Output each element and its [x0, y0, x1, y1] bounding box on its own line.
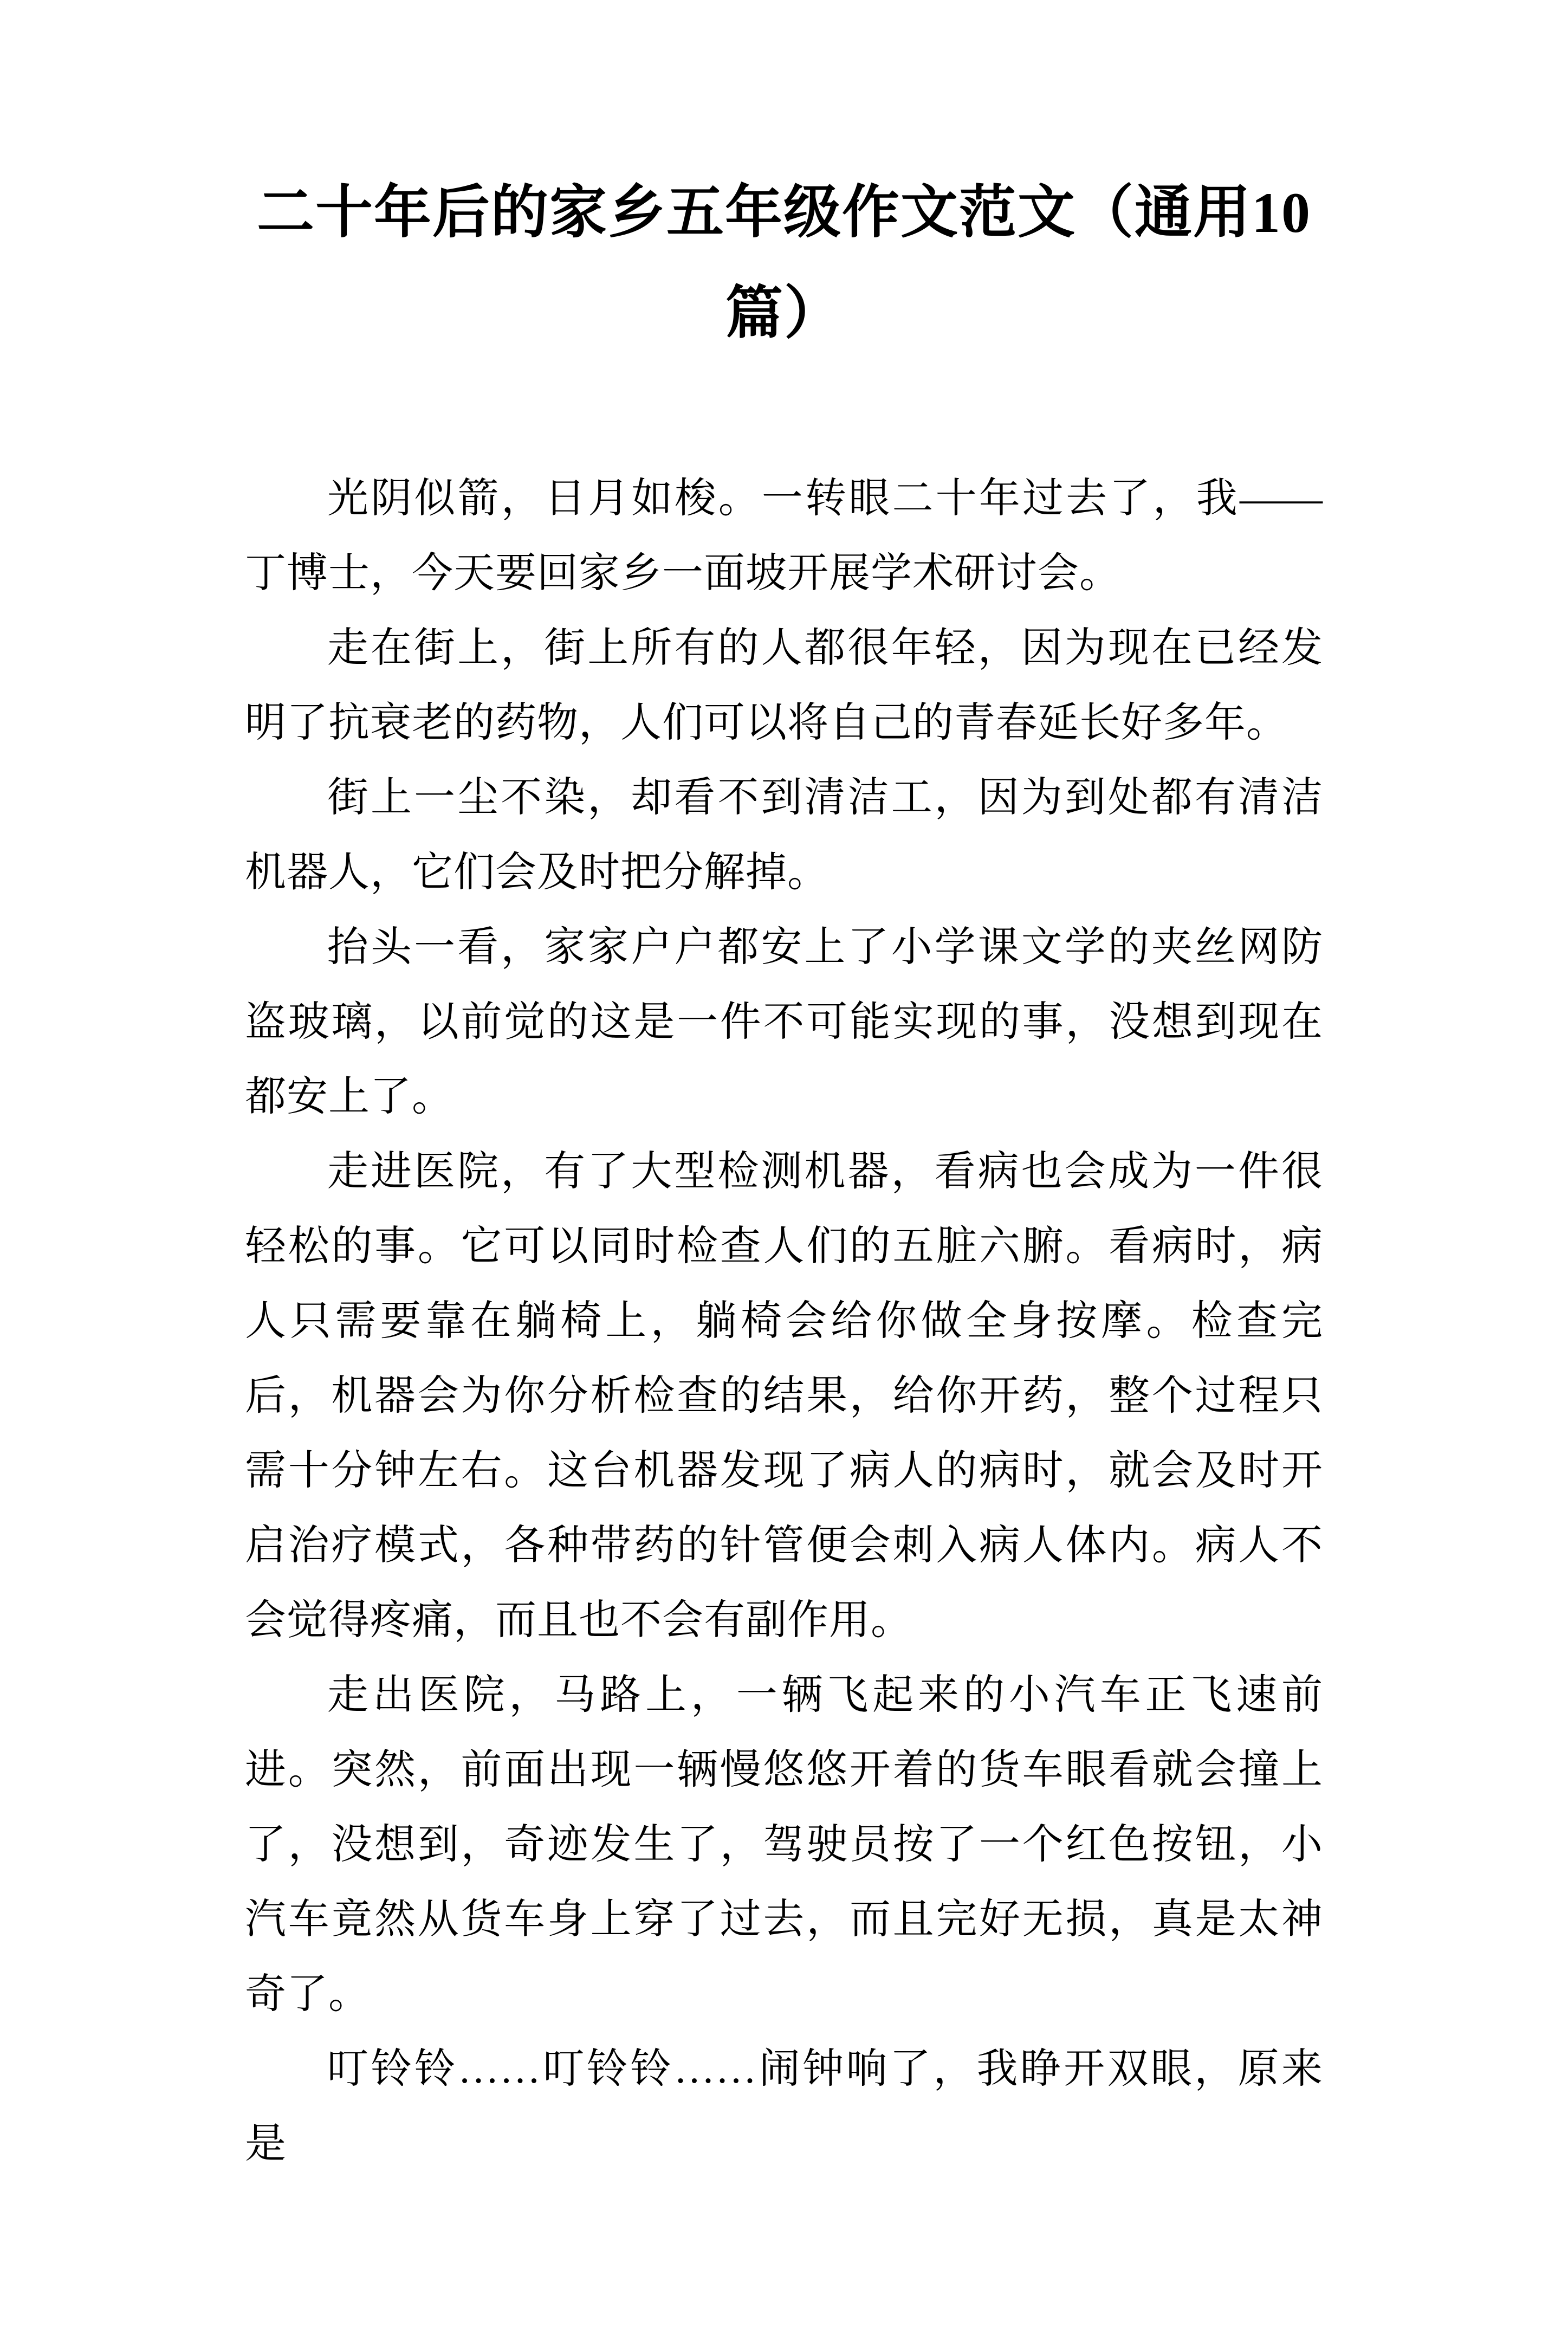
paragraph-2: 走在街上，街上所有的人都很年轻，因为现在已经发明了抗衰老的药物，人们可以将自己的青春延长好多年。 — [245, 625, 1323, 746]
document-body — [245, 461, 1323, 2181]
paragraph-3: 街上一尘不染，却看不到清洁工，因为到处都有清洁机器人，它们会及时把分解掉。 — [245, 775, 1323, 895]
paragraph-5: 走进医院，有了大型检测机器，看病也会成为一件很轻松的事。它可以同时检查人们的五脏六腑。看病时，病人只需要靠在躺椅上，躺椅会给你做全身按摩。检查完后，机器会为你分析检查的结果，给你开药，整个过程只需十分钟左右。这台机器发现了病人的病时，就会及时开启治疗模式，各种带药的针管便会刺入病人体内。病人不会觉得疼痛，而且也不会有副作用。 — [245, 1149, 1323, 1643]
paragraph-6: 走出医院，马路上，一辆飞起来的小汽车正飞速前进。突然，前面出现一辆慢悠悠开着的货车眼看就会撞上了，没想到，奇迹发生了，驾驶员按了一个红色按钮，小汽车竟然从货车身上穿了过去，而且完好无损，真是太神奇了。 — [245, 1672, 1323, 2017]
document-title: 二十年后的家乡五年级作文范文（通用10篇） — [257, 181, 1311, 345]
paragraph-1: 光阴似箭，日月如梭。一转眼二十年过去了，我——丁博士，今天要回家乡一面坡开展学术研讨会。 — [245, 476, 1323, 596]
paragraph-7: 叮铃铃……叮铃铃……闹钟响了，我睁开双眼，原来是 — [245, 2046, 1323, 2167]
paragraph-4: 抬头一看，家家户户都安上了小学课文学的夹丝网防盗玻璃，以前觉的这是一件不可能实现的事，没想到现在都安上了。 — [245, 925, 1323, 1120]
